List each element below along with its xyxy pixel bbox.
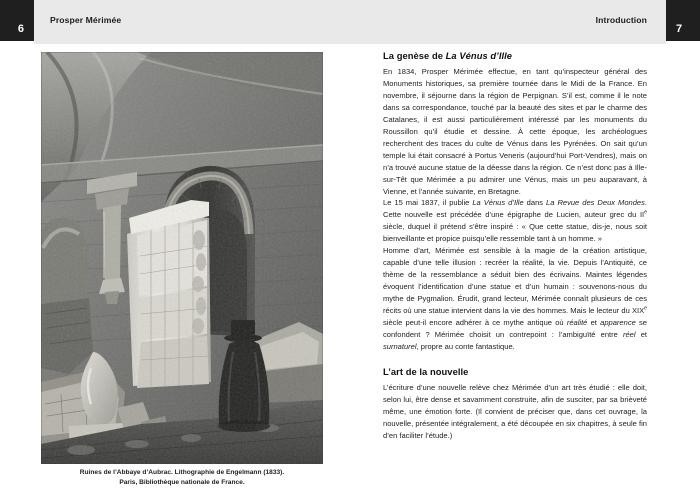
running-head-band	[34, 0, 666, 44]
folio-number-left: 6	[17, 23, 24, 35]
lithograph-abbey-ruins-image	[41, 52, 323, 464]
paragraph-2-part-d: siècle, duquel il prétend s’être inspiré : « Que cette statue, dis-je, nous soit bienveillante et propice puisqu’elle ressemble tant à un homme. »	[383, 222, 647, 244]
paragraph-3-part-e: et	[635, 329, 647, 339]
figure-caption-line-1: Ruines de l’Abbaye d’Aubrac. Lithographie de Engelmann (1833).	[79, 469, 285, 476]
paragraph-3-italic-reel: réel	[622, 329, 636, 339]
paragraph-3-part-c: et	[587, 318, 601, 328]
paragraph-3	[383, 245, 647, 353]
paragraph-3-part-d: se confondent ? Mérimée choisit un contrepoint : l’ambiguïté entre	[383, 318, 647, 339]
paragraph-2-part-c: . Cette nouvelle est précédée d’une épigraphe de Lucien, auteur grec du II	[383, 198, 648, 220]
paragraph-3-italic-realite: réalité	[566, 318, 588, 328]
section-heading-genese-italic: La Vénus d’Ille	[445, 50, 513, 61]
paragraph-2-ordinal: e	[644, 209, 647, 216]
paragraph-3-part-b: siècle peut-il encore adhérer à ce mythe antique où	[383, 318, 567, 328]
article-column	[383, 50, 647, 442]
paragraph-3-part-a: Homme d’art, Mérimée est sensible à la magie de la création artistique, capable d’une telle illusion : recréer la réalité, la vie. Depuis l’Antiquité, ce thème de la ressemblance a séduit bien des écrivains. Maintes légendes évoquent l’identification d’une statue et d’un humain : souvenons-nous du mythe de Pygmalion. Érudit, grand lecteur, Mérimée connaît plusieurs de ces récits où une statue intervient dans la vie des hommes. Mais le lecteur du XIX	[383, 246, 647, 316]
paragraph-3-ordinal: e	[644, 305, 647, 312]
paragraph-2-title-venus: La Vénus d’Ille	[472, 198, 524, 208]
paragraph-4-text: L’écriture d’une nouvelle relève chez Mérimée d’un art très étudié : elle doit, selon lui, être dense et savamment construite, afin de susciter, par sa brièveté même, une émotion forte. (Il convient de préciser que, dans cet ouvrage, la nouvelle, présentée intégralement, a été découpée en six chapitres, à seule fin d’en faciliter l’étude.)	[383, 382, 647, 440]
paragraph-2-title-revue: La Revue des Deux Mondes	[546, 198, 645, 208]
running-head-right: Introduction	[595, 15, 647, 25]
figure-caption	[41, 468, 323, 488]
paragraph-2	[383, 197, 647, 245]
paragraph-1	[383, 66, 647, 197]
paragraph-3-italic-apparence: apparence	[600, 318, 636, 328]
paragraph-2-part-b: dans	[523, 198, 547, 208]
section-heading-genese-plain: La genèse de	[383, 50, 446, 61]
folio-tab-right	[666, 0, 700, 41]
section-heading-genese	[383, 50, 647, 61]
paragraph-4	[383, 382, 647, 442]
section-heading-art-nouvelle: L’art de la nouvelle	[383, 365, 469, 377]
running-head-left: Prosper Mérimée	[50, 15, 122, 25]
paragraph-2-part-a: Le 15 mai 1837, il publie	[383, 198, 473, 208]
folio-number-right: 7	[676, 23, 683, 35]
folio-tab-left	[0, 0, 34, 41]
paragraph-1-text: En 1834, Prosper Mérimée effectue, en tant qu’inspecteur général des Monuments historiques, sa première tournée dans le Midi de la France. En novembre, il séjourne dans la région de Perpignan. S’il est, comme il le note dans sa correspondance, touché par la beauté des sites et par le charme des Catalanes, il est aussi particulièrement intéressé par les monuments du Roussillon qu’il étudie et dessine. À cette époque, les archéologues recherchent des traces du culte de Vénus dans les Pyrénées. On sait qu’un temple lui était consacré à Portus Veneris (aujourd’hui Port-Vendres), mais on n’a trouvé aucune statue de la déesse dans la région. Ce n’est donc pas à Ille-sur-Têt que Mérimée a pu admirer une Vénus, mais un peu auparavant, à Vienne, et l’année suivante, en Bretagne.	[383, 67, 647, 196]
paragraph-3-italic-surnaturel: surnaturel	[383, 341, 417, 351]
figure-caption-line-2: Paris, Bibliothèque nationale de France.	[119, 479, 245, 487]
paragraph-3-part-f: , propre au conte fantastique.	[416, 341, 515, 351]
